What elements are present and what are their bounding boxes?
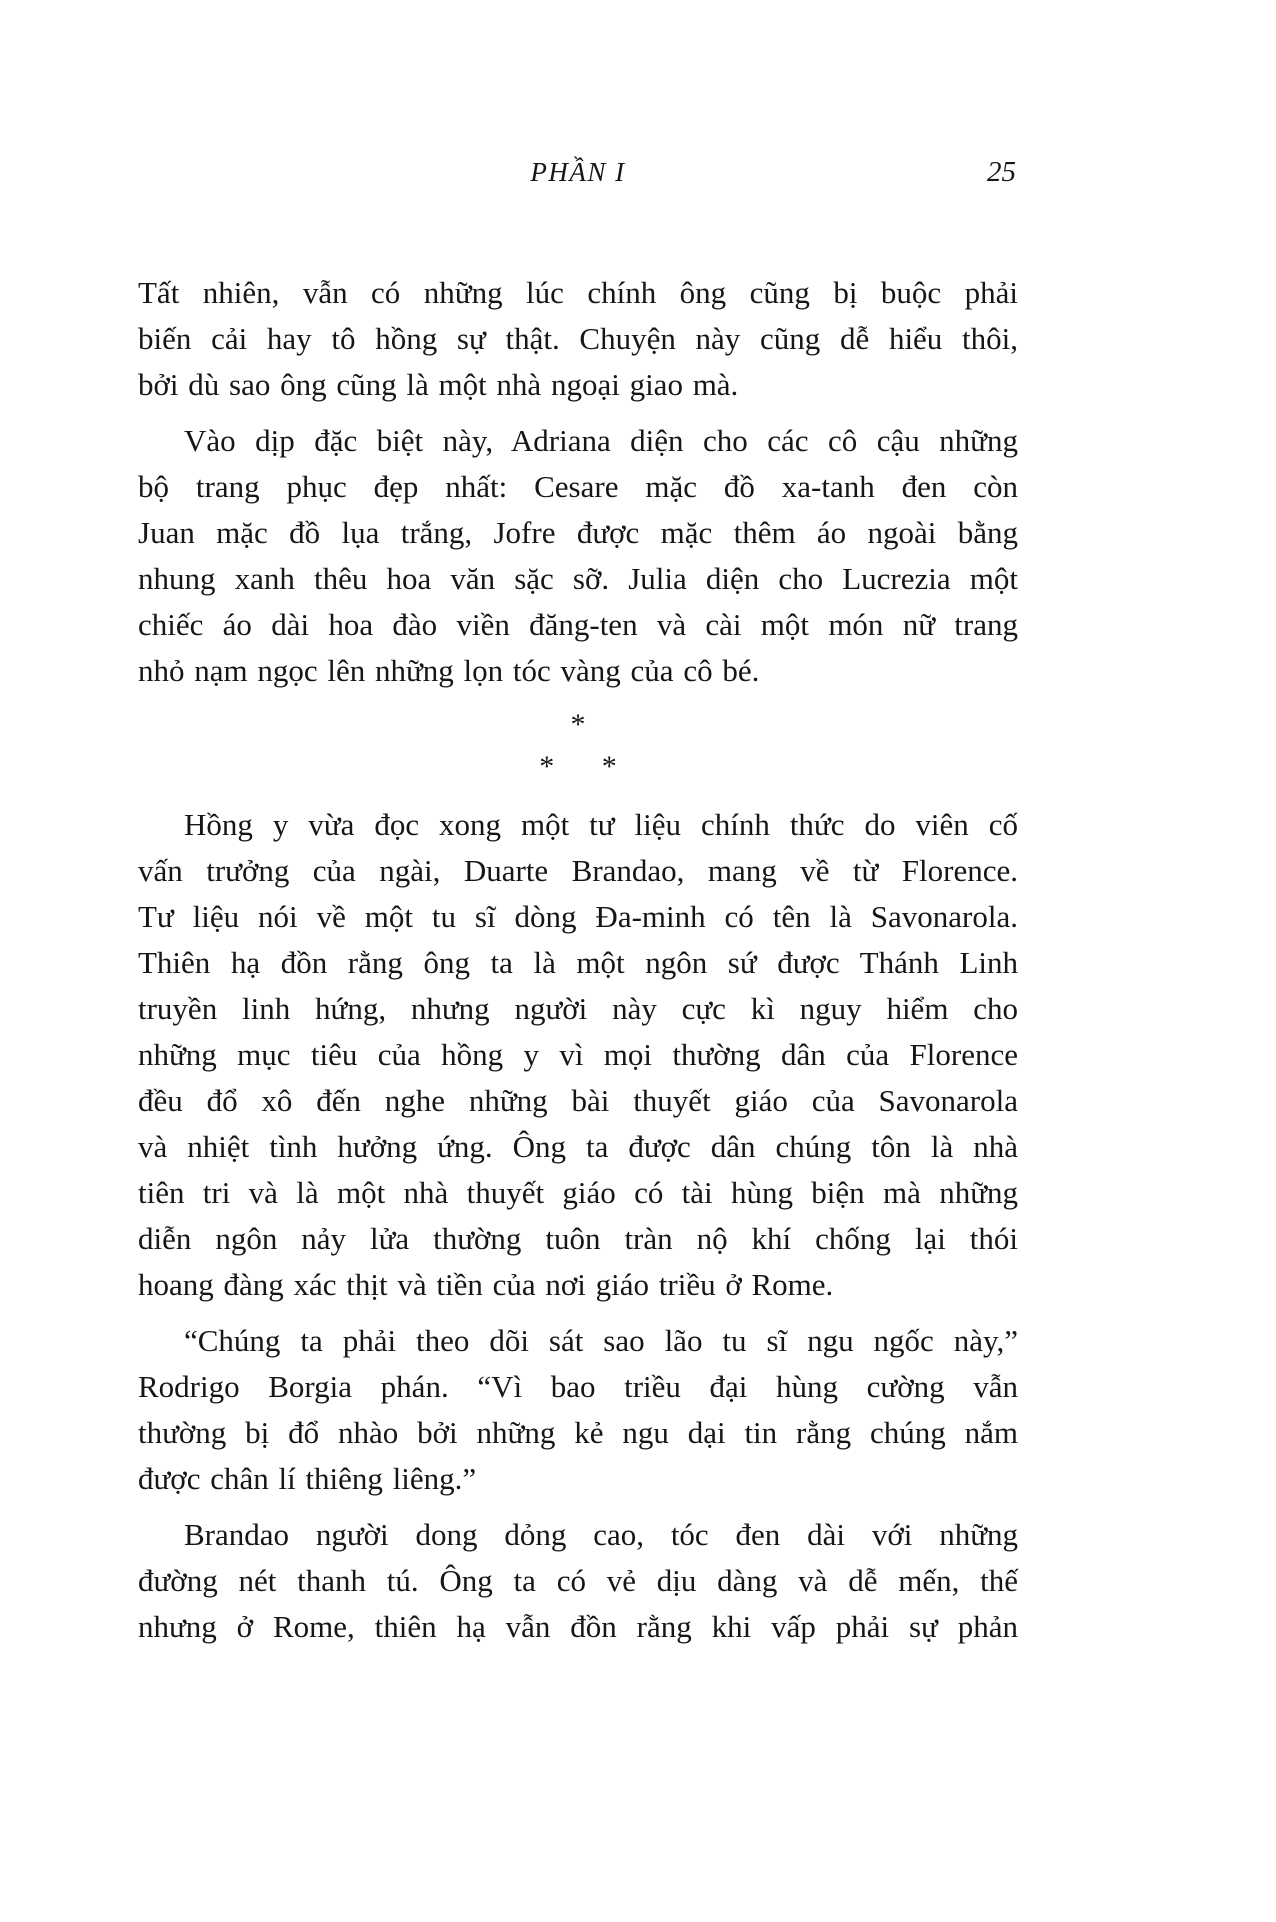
paragraph-line: vấn trưởng của ngài, Duarte Brandao, mang về từ Florence. bbox=[138, 853, 1018, 888]
paragraph-line: những mục tiêu của hồng y vì mọi thường dân của Florence bbox=[138, 1037, 1018, 1072]
separator-row: * * bbox=[539, 750, 617, 783]
paragraph-line: Tất nhiên, vẫn có những lúc chính ông cũng bị buộc phải bbox=[138, 275, 1018, 310]
paragraph-line: biến cải hay tô hồng sự thật. Chuyện này cũng dễ hiểu thôi, bbox=[138, 321, 1018, 356]
paragraph-line: bởi dù sao ông cũng là một nhà ngoại giao mà. bbox=[138, 367, 739, 402]
paragraph-line: nhung xanh thêu hoa văn sặc sỡ. Julia diện cho Lucrezia một bbox=[138, 561, 1018, 596]
page-header bbox=[138, 152, 1018, 192]
paragraph-line: được chân lí thiêng liêng.” bbox=[138, 1461, 477, 1496]
paragraph-line: và nhiệt tình hưởng ứng. Ông ta được dân chúng tôn là nhà bbox=[138, 1129, 1018, 1164]
paragraph-line: tiên tri và là một nhà thuyết giáo có tài hùng biện mà những bbox=[138, 1175, 1018, 1210]
paragraph-line: đường nét thanh tú. Ông ta có vẻ dịu dàng và dễ mến, thế bbox=[138, 1563, 1018, 1598]
paragraph-line: nhưng ở Rome, thiên hạ vẫn đồn rằng khi vấp phải sự phản bbox=[138, 1609, 1018, 1644]
separator-row: * bbox=[570, 708, 586, 741]
paragraph-line: bộ trang phục đẹp nhất: Cesare mặc đồ xa-tanh đen còn bbox=[138, 469, 1018, 504]
paragraph-line: chiếc áo dài hoa đào viền đăng-ten và cài một món nữ trang bbox=[138, 607, 1018, 642]
paragraph-line: Juan mặc đồ lụa trắng, Jofre được mặc thêm áo ngoài bằng bbox=[138, 515, 1018, 550]
paragraph bbox=[138, 270, 1018, 408]
paragraph-line: Vào dịp đặc biệt này, Adriana diện cho các cô cậu những bbox=[184, 423, 1018, 458]
page-number: 25 bbox=[987, 156, 1016, 188]
paragraph-line: “Chúng ta phải theo dõi sát sao lão tu sĩ ngu ngốc này,” bbox=[184, 1323, 1018, 1358]
paragraph-line: Thiên hạ đồn rằng ông ta là một ngôn sứ được Thánh Linh bbox=[138, 945, 1018, 980]
paragraph-line: nhỏ nạm ngọc lên những lọn tóc vàng của cô bé. bbox=[138, 653, 760, 688]
paragraph bbox=[138, 1318, 1018, 1502]
paragraph bbox=[138, 1512, 1018, 1650]
paragraph-line: hoang đàng xác thịt và tiền của nơi giáo triều ở Rome. bbox=[138, 1267, 834, 1302]
paragraph bbox=[138, 802, 1018, 1308]
page-content bbox=[138, 152, 1018, 1660]
text-block bbox=[138, 270, 1018, 1650]
paragraph-line: diễn ngôn nảy lửa thường tuôn tràn nộ khí chống lại thói bbox=[138, 1221, 1018, 1256]
section-separator bbox=[138, 704, 1018, 788]
section-title: PHẦN I bbox=[530, 157, 626, 187]
paragraph-line: Hồng y vừa đọc xong một tư liệu chính thức do viên cố bbox=[184, 807, 1018, 842]
paragraph bbox=[138, 418, 1018, 694]
paragraph-line: Brandao người dong dỏng cao, tóc đen dài với những bbox=[184, 1517, 1018, 1552]
paragraph-line: truyền linh hứng, nhưng người này cực kì nguy hiểm cho bbox=[138, 991, 1018, 1026]
paragraph-line: thường bị đổ nhào bởi những kẻ ngu dại tin rằng chúng nắm bbox=[138, 1415, 1018, 1450]
paragraph-line: Rodrigo Borgia phán. “Vì bao triều đại hùng cường vẫn bbox=[138, 1369, 1018, 1404]
paragraph-line: đều đổ xô đến nghe những bài thuyết giáo của Savonarola bbox=[138, 1083, 1018, 1118]
paragraph-line: Tư liệu nói về một tu sĩ dòng Đa-minh có tên là Savonarola. bbox=[138, 899, 1018, 934]
